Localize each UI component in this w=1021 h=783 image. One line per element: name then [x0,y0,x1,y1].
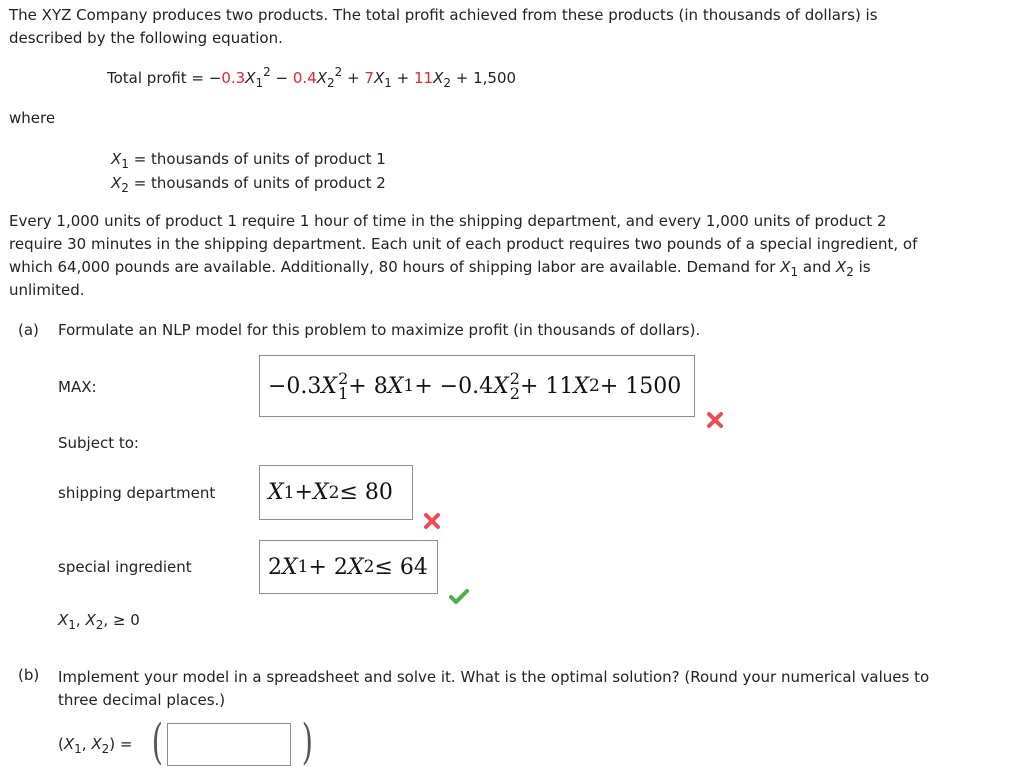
intro-paragraph [9,4,878,50]
variable-definitions [111,147,386,195]
optimal-solution-input[interactable] [167,723,291,766]
part-a-prompt: Formulate an NLP model for this problem to maximize profit (in thousands of dollars). [58,321,701,339]
where-label: where [9,109,56,127]
shipping-constraint-answer-box[interactable]: X 1 + X 2 ≤ 80 [259,465,413,520]
constraint-label-ingredient: special ingredient [58,558,192,576]
max-label: MAX: [58,378,97,396]
constraint-label-shipping: shipping department [58,484,216,502]
problem-description: Every 1,000 units of product 1 require 1 hour of time in the shipping department, and every 1,000 units of product 2 require 30 minutes in the shipping department. Each unit of each product requires two pounds of a special ingredient, of which 64,000 pounds are available. Additionally, 80 hours of shipping labor are available. Demand for $X_1$ and $X_2$ is unlimited. [9,212,918,299]
part-b-prompt: Implement your model in a spreadsheet and solve it. What is the optimal solution? (Round your numerical values to three decimal places.) [58,668,930,709]
definition-x1: $X_1$ = thousands of units of product 1 [111,150,386,171]
solution-lhs: ($X_1$, $X_2$) = [58,735,133,756]
part-a-label: (a) [18,321,39,339]
profit-equation: Total profit = $-0.3X_1^2 - 0.4X_2^2 + 7X_1 + 11X_2 + 1,500$ [107,65,517,90]
correct-check-icon [449,588,469,606]
coef-x2-squared: 0.4 [292,69,317,87]
ingredient-constraint-answer-box[interactable]: 2 X 1 + 2 X 2 ≤ 64 [259,540,438,594]
coef-x2: 11 [414,69,434,87]
coef-x1: 7 [364,69,374,87]
incorrect-x-icon [706,411,724,429]
intro-line-1: The XYZ Company produces two products. The total profit achieved from these products (in thousands of dollars) is [9,6,878,24]
right-paren-decoration: ) [301,714,313,770]
nonnegativity-constraint: $X_1$, $X_2$, ≥ 0 [58,611,140,632]
incorrect-x-icon [423,512,441,530]
subject-to-label: Subject to: [58,434,139,452]
left-paren-decoration: ( [151,714,163,770]
objective-answer-box[interactable]: −0.3 X 2 1 + 8 X 1 + −0.4 X 2 2 + 11 X 2 + 1500 [259,355,695,417]
definition-x2: $X_2$ = thousands of units of product 2 [111,174,386,195]
intro-line-2: described by the following equation. [9,29,283,47]
coef-x1-squared: 0.3 [221,69,246,87]
part-b-label: (b) [18,666,40,684]
